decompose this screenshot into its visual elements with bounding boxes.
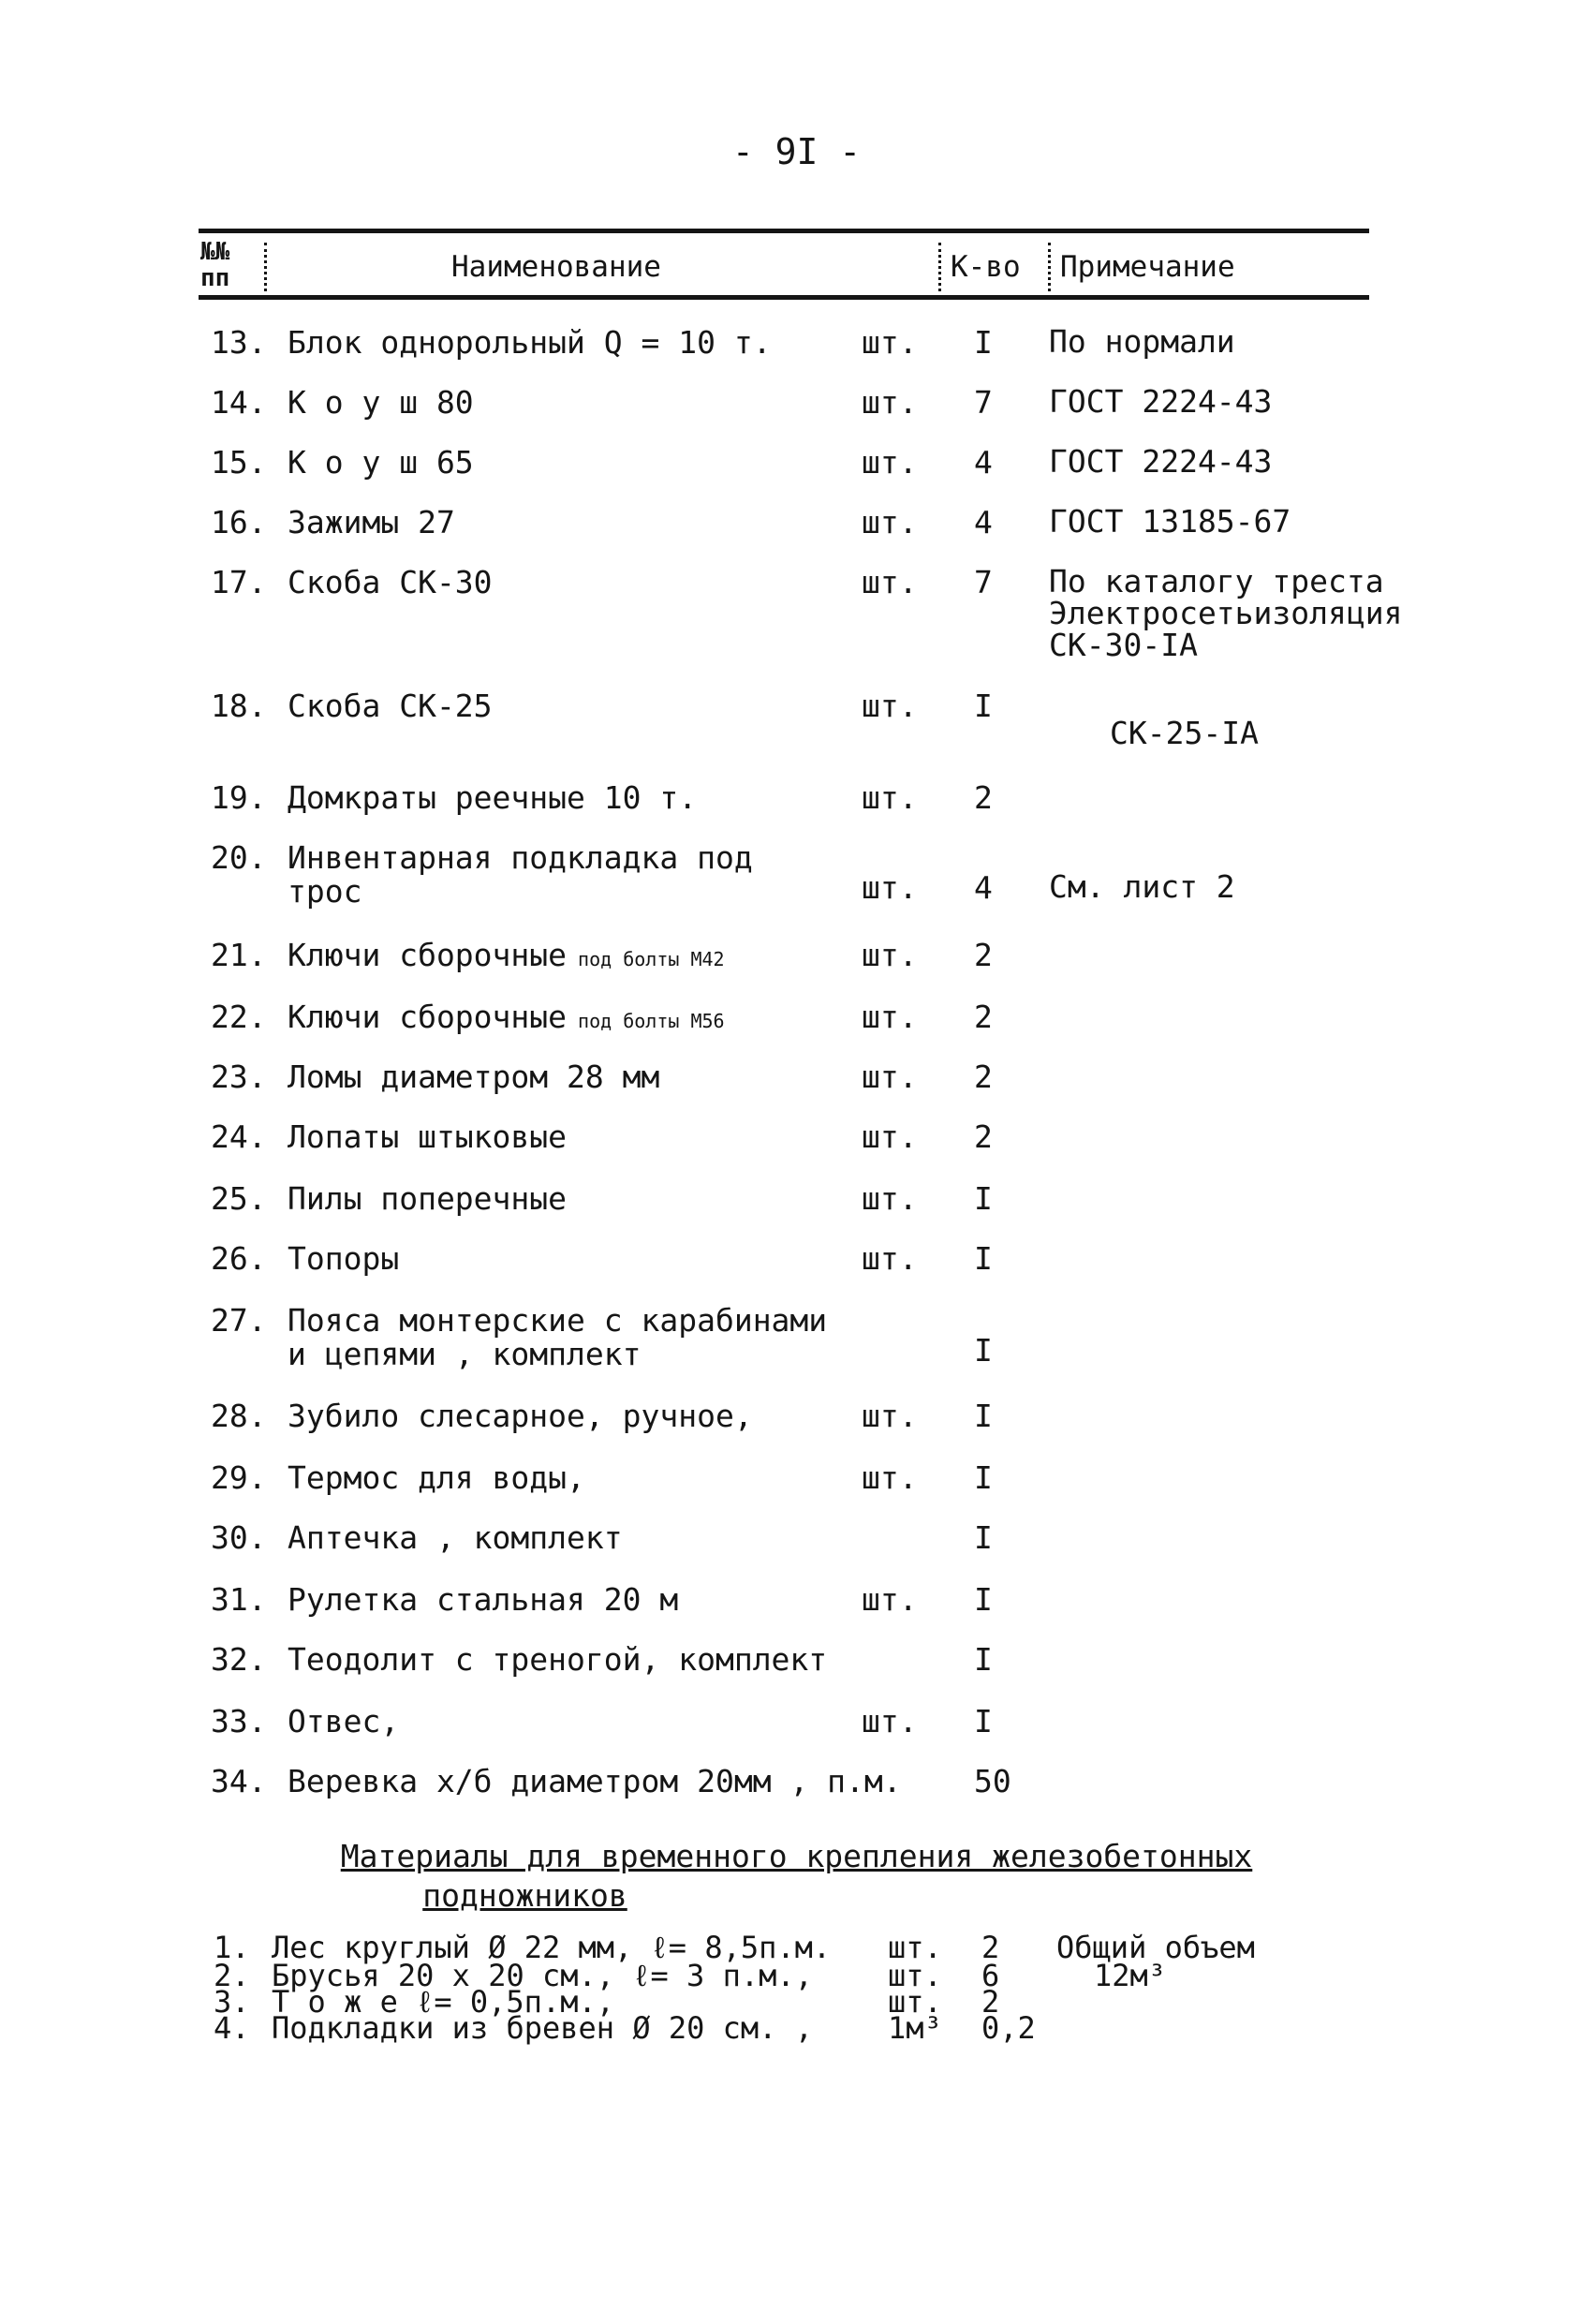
material-unit: шт. — [888, 1930, 942, 1965]
materials-title-line2: подножников — [422, 1877, 627, 1914]
item-name — [288, 1461, 585, 1495]
item-note-line: СК-30-IА — [1049, 627, 1198, 663]
item-quantity: 2 — [974, 999, 993, 1035]
item-name — [288, 939, 725, 976]
item-name — [288, 386, 474, 420]
item-note — [1049, 503, 1291, 540]
item-name-line: Зажимы 27 — [288, 504, 455, 540]
item-unit: шт. — [862, 999, 918, 1035]
item-number: 31. — [211, 1581, 267, 1618]
item-quantity: I — [974, 1459, 993, 1496]
item-name — [288, 1521, 623, 1555]
item-quantity: I — [974, 1641, 993, 1678]
item-number: 27. — [211, 1302, 267, 1339]
item-note-line: Электросетьизоляция — [1049, 595, 1403, 631]
item-name-line: Пояса монтерские с карабинами — [288, 1302, 828, 1339]
material-unit: шт. — [888, 1958, 942, 1993]
materials-title: Материалы для временного крепления железобетонных — [340, 1838, 1253, 1874]
item-name-line: Ключи сборочные под болты М56 — [288, 999, 725, 1035]
item-name — [288, 1304, 827, 1371]
item-number: 28. — [211, 1398, 267, 1434]
item-name-line: Теодолит с треногой, комплект — [288, 1641, 828, 1678]
item-name-line: Пилы поперечные — [288, 1180, 568, 1217]
item-number: 18. — [211, 688, 267, 724]
material-unit: шт. — [888, 1984, 942, 2020]
item-number: 24. — [211, 1118, 267, 1155]
item-quantity: 2 — [974, 1058, 993, 1095]
item-unit: шт. — [862, 504, 918, 540]
item-unit: шт. — [862, 1581, 918, 1618]
item-quantity: 2 — [974, 1118, 993, 1155]
item-name — [288, 689, 493, 723]
item-note — [1049, 443, 1273, 480]
item-note-line: СК-25-IА — [1110, 715, 1259, 751]
item-note-line: ГОСТ 2224-43 — [1049, 383, 1273, 420]
item-unit: шт. — [862, 1058, 918, 1095]
header-number: №№ пп — [200, 238, 230, 292]
item-quantity: 2 — [974, 779, 993, 816]
item-number: 14. — [211, 384, 267, 421]
item-name-line: Ломы диаметром 28 мм — [288, 1058, 660, 1095]
header-quantity: К-во — [951, 250, 1021, 284]
item-quantity: I — [974, 1519, 993, 1556]
item-number: 23. — [211, 1058, 267, 1095]
item-name-line: Топоры — [288, 1240, 400, 1277]
item-name — [288, 841, 753, 909]
material-quantity: 2 — [981, 1984, 1000, 2020]
item-note-line: По нормали — [1049, 323, 1235, 360]
item-note-line: См. лист 2 — [1049, 868, 1235, 905]
page-number: - 9I - — [731, 131, 862, 172]
item-unit: шт. — [862, 444, 918, 481]
item-name-line: Рулетка стальная 20 м — [288, 1581, 679, 1618]
item-name — [288, 1399, 753, 1433]
item-name-line: Аптечка , комплект — [288, 1519, 623, 1556]
item-name — [288, 1765, 902, 1799]
item-number: 20. — [211, 839, 267, 876]
item-name-line: и цепями , комплект — [288, 1336, 642, 1372]
item-name-line: Домкраты реечные 10 т. — [288, 779, 698, 816]
table-header — [199, 229, 1369, 300]
item-number: 13. — [211, 324, 267, 361]
item-unit: шт. — [862, 688, 918, 724]
item-name-line: К о у ш 65 — [288, 444, 474, 481]
item-name-note: под болты М42 — [567, 948, 725, 970]
material-name: Лес круглый Ø 22 мм, ℓ= 8,5п.м. — [272, 1930, 832, 1965]
item-quantity: I — [974, 324, 993, 361]
item-number: 15. — [211, 444, 267, 481]
material-name: Т о ж е ℓ= 0,5п.м., — [272, 1984, 614, 2020]
item-number: 32. — [211, 1641, 267, 1678]
header-note: Примечание — [1060, 250, 1235, 284]
item-quantity: 4 — [974, 444, 993, 481]
item-number: 30. — [211, 1519, 267, 1556]
item-quantity: 4 — [974, 504, 993, 540]
item-name — [288, 1705, 399, 1739]
item-name-line: Лопаты штыковые — [288, 1118, 568, 1155]
item-name-line: Зубило слесарное, ручное, — [288, 1398, 753, 1434]
item-unit: шт. — [862, 1118, 918, 1155]
item-name — [288, 506, 455, 540]
item-unit: шт. — [862, 1703, 918, 1739]
item-name-line: трос — [288, 873, 362, 910]
item-quantity: 50 — [974, 1763, 1011, 1799]
item-name-line: Ключи сборочные под болты М42 — [288, 937, 725, 973]
item-number: 26. — [211, 1240, 267, 1277]
material-name: Брусья 20 х 20 см., ℓ= 3 п.м., — [272, 1958, 813, 1993]
item-number: 16. — [211, 504, 267, 540]
header-separator — [1048, 243, 1051, 291]
item-note — [1049, 868, 1235, 905]
material-quantity: 2 — [981, 1930, 1000, 1965]
item-unit: шт. — [862, 324, 918, 361]
material-note: 12м³ — [1094, 1958, 1167, 1993]
item-note — [1110, 715, 1259, 751]
item-unit: шт. — [862, 564, 918, 600]
item-name-line: Термос для воды, — [288, 1459, 585, 1496]
material-number: 4. — [214, 2010, 250, 2046]
item-number: 22. — [211, 999, 267, 1035]
item-name — [288, 1242, 399, 1276]
item-unit: шт. — [862, 384, 918, 421]
item-unit: шт. — [862, 937, 918, 973]
item-name-line: Веревка х/б диаметром 20мм , п.м. — [288, 1763, 902, 1799]
item-name — [288, 326, 772, 360]
item-number: 17. — [211, 564, 267, 600]
item-name-line: К о у ш 80 — [288, 384, 474, 421]
item-name-line: Скоба СК-25 — [288, 688, 493, 724]
header-separator — [938, 243, 941, 291]
material-name: Подкладки из бревен Ø 20 см. , — [272, 2010, 813, 2046]
item-quantity: I — [974, 1332, 993, 1369]
material-number: 1. — [214, 1930, 250, 1965]
item-quantity: 2 — [974, 937, 993, 973]
header-separator — [264, 243, 267, 291]
item-name — [288, 1583, 678, 1617]
item-unit: шт. — [862, 869, 918, 906]
item-number: 34. — [211, 1763, 267, 1799]
item-unit: шт. — [862, 1459, 918, 1496]
item-name-line: Скоба СК-30 — [288, 564, 493, 600]
item-name-note: под болты М56 — [567, 1010, 725, 1032]
item-unit: шт. — [862, 1240, 918, 1277]
item-name-line: Отвес, — [288, 1703, 400, 1739]
item-quantity: I — [974, 1240, 993, 1277]
material-number: 2. — [214, 1958, 250, 1993]
item-name-line: Инвентарная подкладка под — [288, 839, 753, 876]
item-note-line: ГОСТ 2224-43 — [1049, 443, 1273, 480]
item-note-line: ГОСТ 13185-67 — [1049, 503, 1291, 540]
item-quantity: 4 — [974, 869, 993, 906]
material-number: 3. — [214, 1984, 250, 2020]
item-number: 29. — [211, 1459, 267, 1496]
material-unit: 1м³ — [888, 2010, 942, 2046]
item-name — [288, 1182, 567, 1216]
item-name — [288, 1120, 567, 1154]
item-quantity: 7 — [974, 564, 993, 600]
item-name-line: Блок однорольный Q = 10 т. — [288, 324, 772, 361]
item-name — [288, 1060, 659, 1094]
item-name — [288, 566, 493, 600]
material-quantity: 0,2 — [981, 2010, 1036, 2046]
item-quantity: 7 — [974, 384, 993, 421]
item-quantity: I — [974, 1180, 993, 1217]
item-name — [288, 781, 697, 815]
item-note — [1049, 383, 1273, 420]
item-note — [1049, 323, 1235, 360]
material-note: Общий объем — [1056, 1930, 1255, 1965]
item-quantity: I — [974, 1398, 993, 1434]
item-note-line: По каталогу треста — [1049, 563, 1384, 600]
header-name: Наименование — [451, 250, 661, 284]
item-quantity: I — [974, 688, 993, 724]
item-name — [288, 446, 474, 480]
item-unit: шт. — [862, 779, 918, 816]
item-number: 21. — [211, 937, 267, 973]
item-name — [288, 1643, 827, 1677]
item-name — [288, 1000, 725, 1038]
item-number: 19. — [211, 779, 267, 816]
item-quantity: I — [974, 1581, 993, 1618]
item-unit: шт. — [862, 1180, 918, 1217]
material-quantity: 6 — [981, 1958, 1000, 1993]
item-number: 33. — [211, 1703, 267, 1739]
item-note — [1049, 563, 1403, 663]
item-number: 25. — [211, 1180, 267, 1217]
item-unit: шт. — [862, 1398, 918, 1434]
item-quantity: I — [974, 1703, 993, 1739]
